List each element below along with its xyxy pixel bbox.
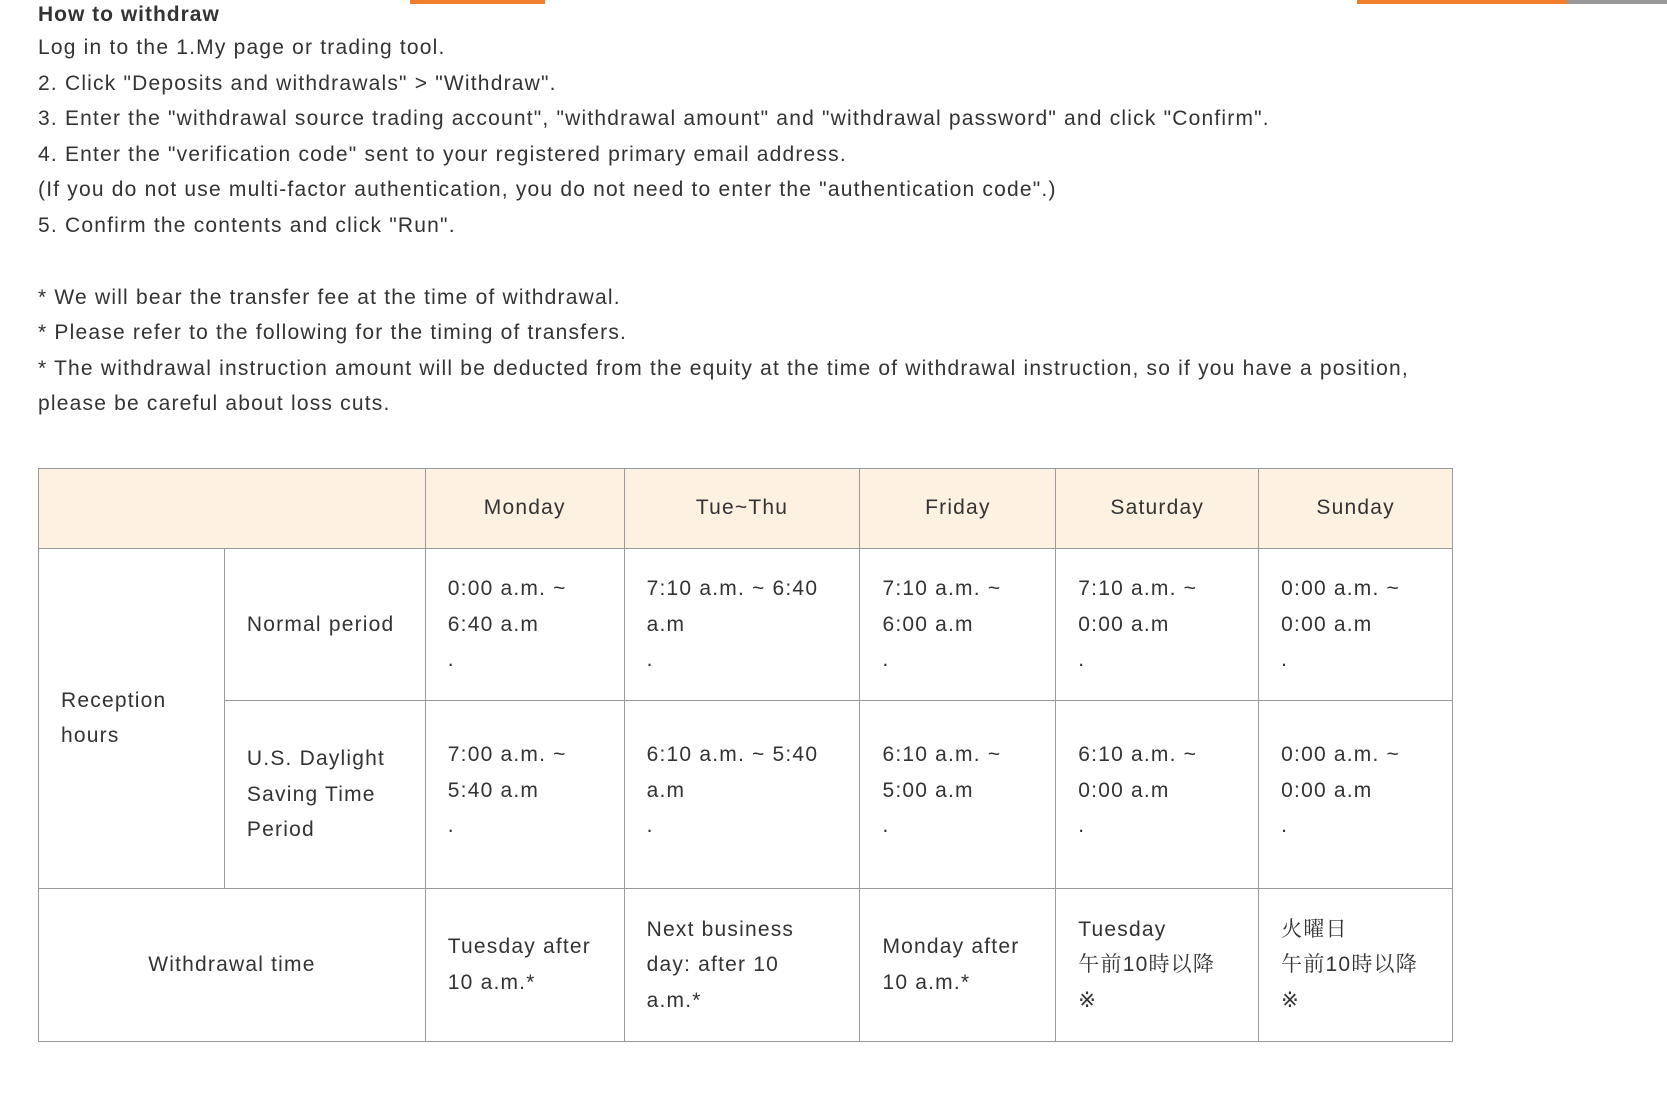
normal-tue-thu: 7:10 a.m. ~ 6:40 a.m . bbox=[624, 548, 860, 700]
withdrawal-schedule-table bbox=[38, 468, 1453, 1042]
accent-bar-right-gray bbox=[1567, 0, 1667, 4]
dst-monday: 7:00 a.m. ~ 5:40 a.m . bbox=[425, 700, 624, 888]
table-row-normal-period bbox=[39, 548, 1453, 700]
header-friday: Friday bbox=[860, 468, 1056, 548]
reception-hours-label: Reception hours bbox=[39, 548, 225, 888]
dst-friday: 6:10 a.m. ~ 5:00 a.m . bbox=[860, 700, 1056, 888]
dst-saturday: 6:10 a.m. ~ 0:00 a.m . bbox=[1056, 700, 1259, 888]
header-monday: Monday bbox=[425, 468, 624, 548]
steps-list bbox=[38, 30, 1458, 244]
withdraw-tue-thu: Next business day: after 10 a.m.* bbox=[624, 888, 860, 1041]
step-3: 3. Enter the "withdrawal source trading account", "withdrawal amount" and "withdrawal password" and click "Confirm". bbox=[38, 107, 1270, 131]
withdraw-saturday: Tuesday 午前10時以降 ※ bbox=[1056, 888, 1259, 1041]
step-4-note: (If you do not use multi-factor authentication, you do not need to enter the "authentication code".) bbox=[38, 178, 1057, 202]
table-row-withdrawal-time bbox=[39, 888, 1453, 1041]
dst-period-label: U.S. Daylight Saving Time Period bbox=[224, 700, 425, 888]
dst-sunday: 0:00 a.m. ~ 0:00 a.m . bbox=[1259, 700, 1453, 888]
normal-friday: 7:10 a.m. ~ 6:00 a.m . bbox=[860, 548, 1056, 700]
header-saturday: Saturday bbox=[1056, 468, 1259, 548]
header-sunday: Sunday bbox=[1259, 468, 1453, 548]
header-tue-thu: Tue~Thu bbox=[624, 468, 860, 548]
normal-monday: 0:00 a.m. ~ 6:40 a.m . bbox=[425, 548, 624, 700]
withdraw-section bbox=[38, 0, 1458, 1042]
note-transfer-fee: * We will bear the transfer fee at the time of withdrawal. bbox=[38, 285, 621, 309]
header-empty-cell bbox=[39, 468, 426, 548]
normal-saturday: 7:10 a.m. ~ 0:00 a.m . bbox=[1056, 548, 1259, 700]
notes-list bbox=[38, 280, 1458, 422]
normal-period-label: Normal period bbox=[224, 548, 425, 700]
withdraw-sunday: 火曜日 午前10時以降 ※ bbox=[1259, 888, 1453, 1041]
step-1: Log in to the 1.My page or trading tool. bbox=[38, 36, 446, 59]
normal-sunday: 0:00 a.m. ~ 0:00 a.m . bbox=[1259, 548, 1453, 700]
section-heading: How to withdraw bbox=[38, 3, 220, 26]
note-timing: * Please refer to the following for the timing of transfers. bbox=[38, 321, 628, 345]
table-row-dst-period bbox=[39, 700, 1453, 888]
step-5: 5. Confirm the contents and click "Run". bbox=[38, 213, 456, 237]
step-4: 4. Enter the "verification code" sent to your registered primary email address. bbox=[38, 142, 847, 166]
step-2: 2. Click "Deposits and withdrawals" > "Withdraw". bbox=[38, 71, 557, 95]
withdraw-friday: Monday after 10 a.m.* bbox=[860, 888, 1056, 1041]
table-header-row bbox=[39, 468, 1453, 548]
withdraw-monday: Tuesday after 10 a.m.* bbox=[425, 888, 624, 1041]
note-equity: * The withdrawal instruction amount will be deducted from the equity at the time of withdrawal instruction, so if you have a position, please be careful about loss cuts. bbox=[38, 356, 1409, 416]
withdrawal-time-label: Withdrawal time bbox=[39, 888, 426, 1041]
dst-tue-thu: 6:10 a.m. ~ 5:40 a.m . bbox=[624, 700, 860, 888]
